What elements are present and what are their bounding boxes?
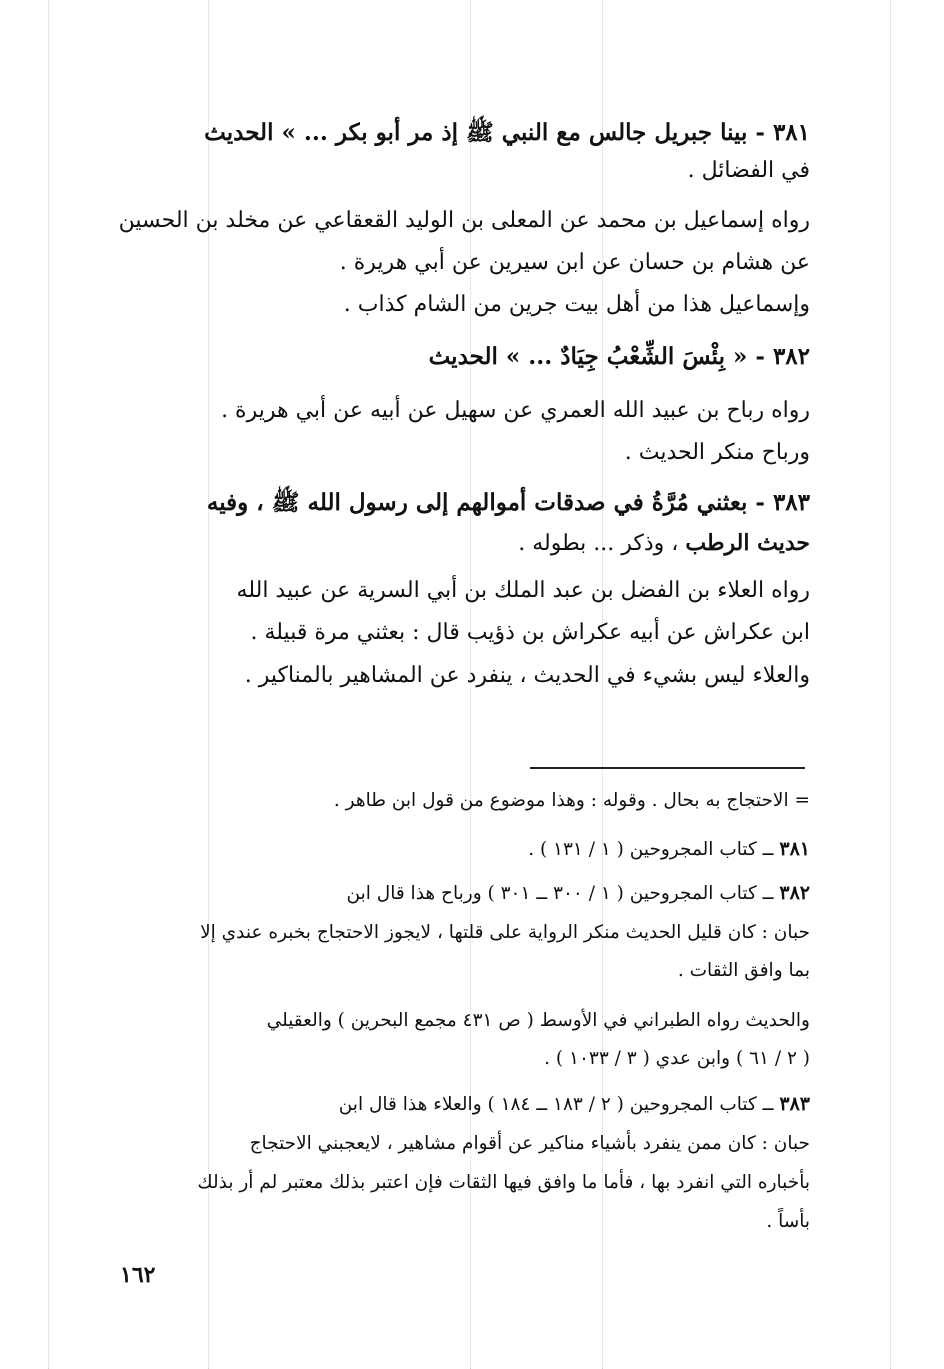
footnote-number: ٣٨٣: [779, 1093, 810, 1115]
footnote-line: بما وافق الثقات .: [677, 960, 810, 981]
footnote-carry: = الاحتجاج به بحال . وقوله : وهذا موضوع من قول ابن طاهر .: [333, 790, 810, 811]
entry-383-body-line: رواه العلاء بن الفضل بن عبد الملك بن أبي السرية عن عبيد الله: [236, 578, 810, 603]
footnote-line: حبان : كان ممن ينفرد بأشياء مناكير عن أقوام مشاهير ، لايعجبني الاحتجاج: [249, 1133, 810, 1154]
footnote-text: ــ كتاب المجروحين ( ١ / ٣٠٠ ــ ٣٠١ ) ورباح هذا قال ابن: [346, 883, 774, 904]
footnote-text: ــ كتاب المجروحين ( ١ / ١٣١ ) .: [528, 839, 774, 860]
heading-bold-part: حديث الرطب: [685, 530, 810, 556]
entry-381-heading-cont: في الفضائل .: [687, 158, 810, 183]
footnote-text: ــ كتاب المجروحين ( ٢ / ١٨٣ ــ ١٨٤ ) والعلاء هذا قال ابن: [338, 1094, 774, 1115]
entry-383-heading-cont: [120, 530, 810, 556]
entry-381-body-line: عن هشام بن حسان عن ابن سيرين عن أبي هريرة .: [339, 250, 810, 275]
entry-381-body-line: وإسماعيل هذا من أهل بيت جرين من الشام كذاب .: [343, 292, 810, 317]
footnote-382: [120, 882, 810, 904]
footnote-line: والحديث رواه الطبراني في الأوسط ( ص ٤٣١ مجمع البحرين ) والعقيلي: [266, 1010, 810, 1031]
entry-heading-text: - بعثني مُرَّةُ في صدقات أموالهم إلى رسول الله ﷺ ، وفيه: [206, 489, 765, 516]
entry-heading-text: - « بِئْسَ الشِّعْبُ جِيَادٌ ... » الحديث: [428, 343, 765, 370]
footnote-line: بأخباره التي انفرد بها ، فأما ما وافق فيها الثقات فإن اعتبر بذلك معتبر لم أر بذلك: [197, 1172, 810, 1193]
footnote-separator: [530, 767, 805, 769]
footnote-383: [120, 1093, 810, 1115]
entry-382-body-line: ورباح منكر الحديث .: [624, 440, 810, 465]
page-number: ١٦٢: [120, 1262, 156, 1288]
entry-381-body-line: رواه إسماعيل بن محمد عن المعلى بن الوليد القعقاعي عن مخلد بن الحسين: [118, 208, 810, 233]
entry-heading-text: - بينا جبريل جالس مع النبي ﷺ إذ مر أبو بكر ... » الحديث: [204, 119, 765, 146]
scan-guide: [890, 0, 891, 1369]
entry-number: ٣٨٣: [772, 489, 810, 516]
footnote-line: ( ٢ / ٦١ ) وابن عدي ( ٣ / ١٠٣٣ ) .: [544, 1048, 810, 1069]
heading-rest-part: ، وذكر ... بطوله .: [518, 531, 679, 556]
entry-number: ٣٨١: [772, 119, 810, 146]
entry-381-heading: [120, 118, 810, 152]
footnote-number: ٣٨٢: [779, 882, 810, 904]
entry-383-body-line: ابن عكراش عن أبيه عكراش بن ذؤيب قال : بعثني مرة قبيلة .: [250, 620, 810, 645]
entry-number: ٣٨٢: [772, 343, 810, 370]
footnote-line: حبان : كان قليل الحديث منكر الرواية على قلتها ، لايجوز الاحتجاج بخبره عندي إلا: [200, 922, 810, 943]
scan-guide: [48, 0, 49, 1369]
entry-382-body-line: رواه رباح بن عبيد الله العمري عن سهيل عن أبيه عن أبي هريرة .: [221, 398, 810, 423]
footnote-381: [120, 838, 810, 860]
footnote-line: بأساً .: [766, 1211, 810, 1232]
footnote-number: ٣٨١: [779, 838, 810, 860]
entry-383-body-line: والعلاء ليس بشيء في الحديث ، ينفرد عن المشاهير بالمناكير .: [244, 663, 810, 688]
entry-382-heading: [120, 343, 810, 370]
entry-383-heading: [120, 488, 810, 522]
